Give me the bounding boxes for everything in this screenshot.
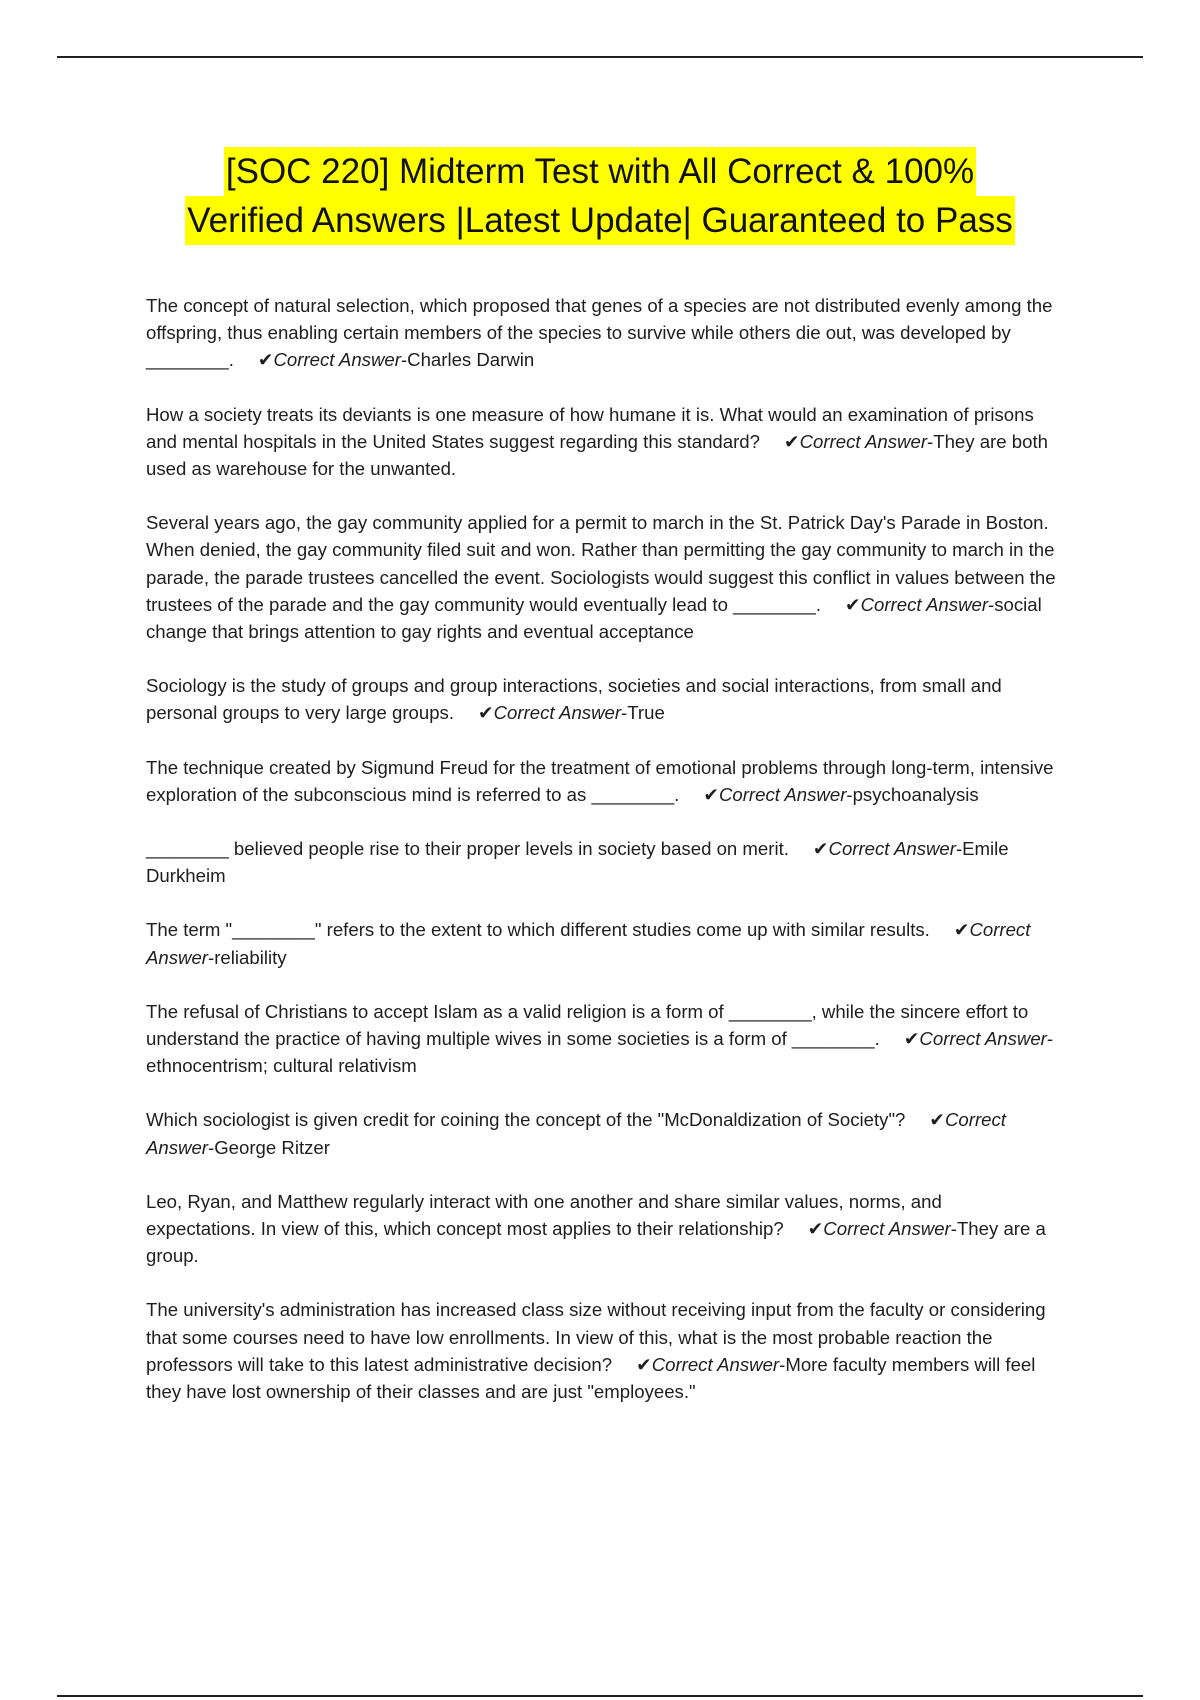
answer-separator: - [846, 783, 853, 805]
checkmark-icon: ✔ [903, 1028, 920, 1050]
bottom-rule [57, 1695, 1143, 1697]
question-item [146, 672, 1056, 726]
question-text: Several years ago, the gay community applied for a permit to march in the St. Patrick Day's Parade in Boston. When denied, the gay community filed suit and won. Rather than permitting the gay community to march in the parade, the parade trustees cancelled the event. Sociologists would suggest this conflict in values between the trustees of the parade and the gay community would eventually lead to ________. [146, 512, 1056, 615]
answer-text: More faculty members will feel they have lost ownership of their classes and are just "employees." [146, 1353, 1036, 1403]
question-item [146, 401, 1056, 483]
answer-text: George Ritzer [214, 1136, 330, 1158]
question-item [146, 754, 1056, 808]
answer-separator: - [779, 1353, 786, 1375]
checkmark-icon: ✔ [953, 919, 970, 941]
correct-answer-label: Correct Answer [828, 838, 956, 860]
question-item [146, 509, 1056, 645]
answer-text: Emile Durkheim [146, 838, 1009, 887]
answer-text: reliability [214, 946, 287, 968]
correct-answer-label: Correct Answer [799, 430, 928, 452]
question-text: Which sociologist is given credit for coining the concept of the "McDonaldization of Society"? [146, 1109, 906, 1131]
question-text: The technique created by Sigmund Freud for the treatment of emotional problems through long-term, intensive exploration of the subconscious mind is referred to as ________. [146, 756, 1054, 805]
top-rule [57, 56, 1143, 58]
answer-text: True [627, 702, 665, 724]
answer-separator: - [955, 838, 963, 860]
question-item [146, 835, 1056, 889]
question-text: The term "________" refers to the extent to which different studies come up with similar results. [146, 919, 930, 941]
correct-answer-label: Correct Answer [146, 1109, 1006, 1158]
checkmark-icon: ✔ [636, 1353, 652, 1375]
checkmark-icon: ✔ [807, 1218, 824, 1240]
question-item [146, 1106, 1056, 1160]
checkmark-icon: ✔ [783, 430, 800, 452]
question-text: How a society treats its deviants is one measure of how humane it is. What would an examination of prisons and mental hospitals in the United States suggest regarding this standard? [146, 403, 1034, 452]
question-item [146, 916, 1056, 970]
answer-separator: - [621, 702, 628, 724]
title-line-1: [SOC 220] Midterm Test with All Correct & 100% [224, 147, 976, 196]
question-item [146, 1296, 1056, 1405]
answer-separator: - [950, 1218, 957, 1240]
question-text: Sociology is the study of groups and group interactions, societies and social interactions, from small and personal groups to very large groups. [146, 675, 1002, 724]
question-text: ________ believed people rise to their proper levels in society based on merit. [146, 838, 789, 860]
question-item [146, 998, 1056, 1080]
question-item [146, 1188, 1056, 1270]
checkmark-icon: ✔ [929, 1109, 945, 1131]
correct-answer-label: Correct Answer [146, 919, 1031, 968]
answer-separator: - [400, 349, 408, 371]
checkmark-icon: ✔ [703, 783, 719, 805]
answer-separator: - [208, 1136, 215, 1158]
answer-text: They are both used as warehouse for the unwanted. [146, 430, 1048, 480]
correct-answer-label: Correct Answer [493, 702, 622, 724]
correct-answer-label: Correct Answer [718, 783, 847, 805]
question-text: The refusal of Christians to accept Islam as a valid religion is a form of ________, while the sincere effort to understand the practice of having multiple wives in some societies is a form of ________. [146, 1000, 1029, 1050]
answer-text: ethnocentrism; cultural relativism [146, 1055, 417, 1077]
answer-separator: - [208, 946, 215, 968]
checkmark-icon: ✔ [812, 838, 829, 860]
correct-answer-label: Correct Answer [860, 593, 989, 615]
correct-answer-label: Correct Answer [823, 1218, 951, 1240]
title-line-2: Verified Answers |Latest Update| Guaranteed to Pass [185, 196, 1015, 245]
question-text: The university's administration has increased class size without receiving input from the faculty or considering that some courses need to have low enrollments. In view of this, what is the most probable reaction the professors will take to this latest administrative decision? [146, 1299, 1046, 1375]
question-answer-list [146, 292, 1056, 1432]
answer-text: They are a group. [146, 1218, 1046, 1267]
checkmark-icon: ✔ [257, 349, 274, 371]
answer-text: psychoanalysis [852, 783, 979, 805]
correct-answer-label: Correct Answer [273, 349, 401, 371]
checkmark-icon: ✔ [845, 593, 861, 615]
answer-text: social change that brings attention to gay rights and eventual acceptance [146, 593, 1042, 643]
correct-answer-label: Correct Answer [651, 1353, 780, 1375]
question-text: The concept of natural selection, which proposed that genes of a species are not distributed evenly among the offspring, thus enabling certain members of the species to survive while others die out, was developed by ________. [146, 295, 1053, 371]
question-item [146, 292, 1056, 374]
checkmark-icon: ✔ [478, 702, 494, 724]
answer-text: Charles Darwin [407, 349, 535, 371]
answer-separator: - [927, 430, 934, 452]
correct-answer-label: Correct Answer [919, 1028, 1047, 1050]
answer-separator: - [1046, 1028, 1054, 1050]
document-title [0, 147, 1200, 245]
question-text: Leo, Ryan, and Matthew regularly interact with one another and share similar values, norms, and expectations. In view of this, which concept most applies to their relationship? [146, 1190, 942, 1240]
answer-separator: - [988, 593, 995, 615]
